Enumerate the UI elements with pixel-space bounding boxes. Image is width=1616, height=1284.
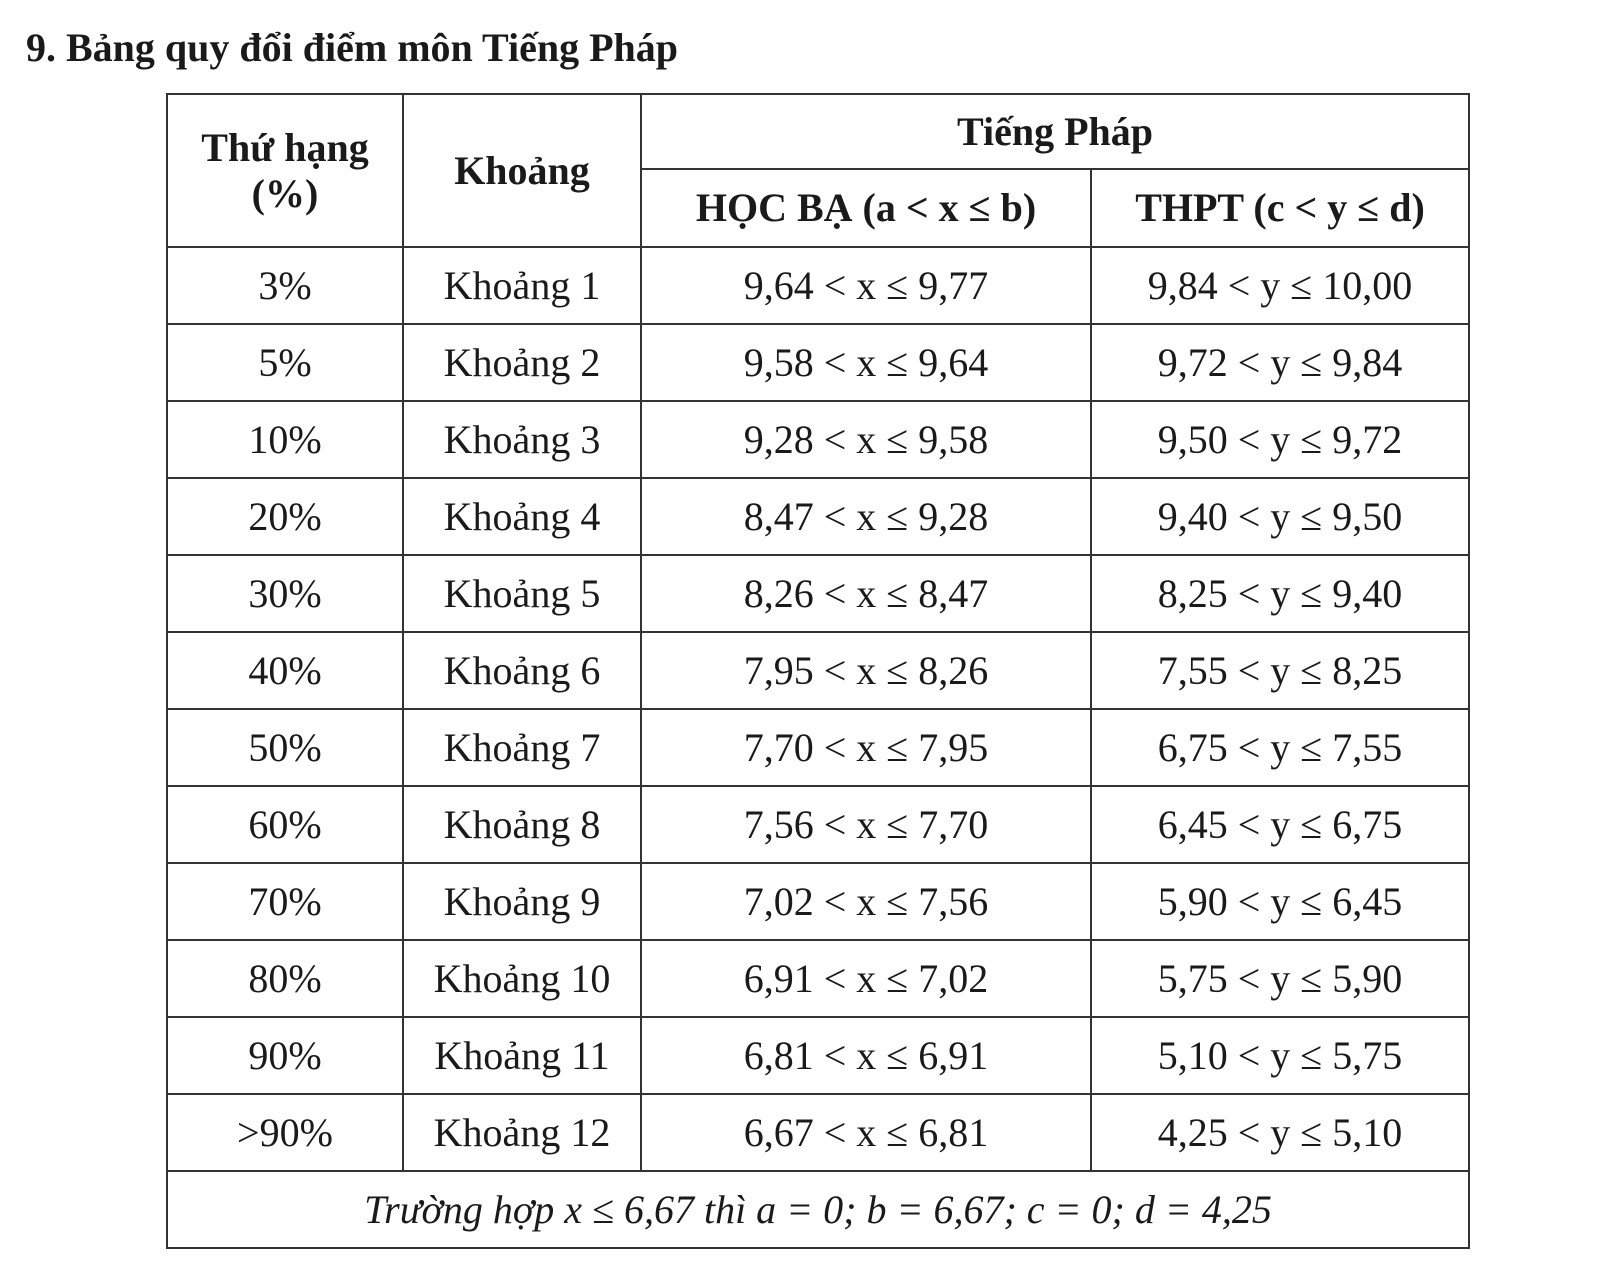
footer-note: Trường hợp x ≤ 6,67 thì a = 0; b = 6,67; c = 0; d = 4,25 [167,1171,1469,1248]
cell-thpt: 9,84 < y ≤ 10,00 [1091,247,1469,324]
cell-thpt: 4,25 < y ≤ 5,10 [1091,1094,1469,1171]
cell-thpt: 5,75 < y ≤ 5,90 [1091,940,1469,1017]
cell-hocba: 6,67 < x ≤ 6,81 [641,1094,1091,1171]
cell-rank: >90% [167,1094,403,1171]
cell-hocba: 9,58 < x ≤ 9,64 [641,324,1091,401]
header-rank [167,94,403,247]
header-hocba: HỌC BẠ (a < x ≤ b) [641,169,1091,247]
table-row [167,324,1469,401]
cell-range: Khoảng 9 [403,863,641,940]
table-row [167,555,1469,632]
page-title: 9. Bảng quy đổi điểm môn Tiếng Pháp [26,25,679,70]
cell-hocba: 8,47 < x ≤ 9,28 [641,478,1091,555]
table-row [167,1094,1469,1171]
table-row [167,940,1469,1017]
table-row [167,1017,1469,1094]
cell-rank: 30% [167,555,403,632]
cell-range: Khoảng 5 [403,555,641,632]
cell-rank: 60% [167,786,403,863]
cell-rank: 40% [167,632,403,709]
cell-thpt: 5,90 < y ≤ 6,45 [1091,863,1469,940]
header-rank-line1: Thứ hạng [201,124,369,170]
header-thpt: THPT (c < y ≤ d) [1091,169,1469,247]
table-header-row [167,94,1469,169]
cell-rank: 70% [167,863,403,940]
cell-hocba: 9,28 < x ≤ 9,58 [641,401,1091,478]
table-footer-row [167,1171,1469,1248]
score-conversion-table [166,93,1470,1249]
cell-hocba: 6,81 < x ≤ 6,91 [641,1017,1091,1094]
cell-rank: 3% [167,247,403,324]
header-range: Khoảng [403,94,641,247]
cell-thpt: 9,72 < y ≤ 9,84 [1091,324,1469,401]
cell-hocba: 7,95 < x ≤ 8,26 [641,632,1091,709]
cell-range: Khoảng 6 [403,632,641,709]
cell-range: Khoảng 10 [403,940,641,1017]
cell-range: Khoảng 7 [403,709,641,786]
cell-rank: 5% [167,324,403,401]
cell-hocba: 9,64 < x ≤ 9,77 [641,247,1091,324]
table-body [167,247,1469,1171]
cell-rank: 20% [167,478,403,555]
table-row [167,478,1469,555]
cell-thpt: 6,75 < y ≤ 7,55 [1091,709,1469,786]
cell-rank: 90% [167,1017,403,1094]
cell-thpt: 7,55 < y ≤ 8,25 [1091,632,1469,709]
table-row [167,786,1469,863]
table-row [167,632,1469,709]
cell-range: Khoảng 1 [403,247,641,324]
cell-rank: 50% [167,709,403,786]
table-row [167,863,1469,940]
cell-range: Khoảng 4 [403,478,641,555]
cell-hocba: 7,02 < x ≤ 7,56 [641,863,1091,940]
table-row [167,247,1469,324]
table-row [167,401,1469,478]
header-rank-line2: (%) [251,170,319,216]
cell-thpt: 9,50 < y ≤ 9,72 [1091,401,1469,478]
cell-rank: 80% [167,940,403,1017]
cell-thpt: 6,45 < y ≤ 6,75 [1091,786,1469,863]
cell-range: Khoảng 11 [403,1017,641,1094]
cell-range: Khoảng 3 [403,401,641,478]
header-subject: Tiếng Pháp [641,94,1469,169]
cell-hocba: 7,56 < x ≤ 7,70 [641,786,1091,863]
cell-thpt: 9,40 < y ≤ 9,50 [1091,478,1469,555]
cell-hocba: 6,91 < x ≤ 7,02 [641,940,1091,1017]
cell-rank: 10% [167,401,403,478]
cell-hocba: 7,70 < x ≤ 7,95 [641,709,1091,786]
cell-range: Khoảng 2 [403,324,641,401]
cell-range: Khoảng 12 [403,1094,641,1171]
cell-range: Khoảng 8 [403,786,641,863]
table-row [167,709,1469,786]
cell-thpt: 8,25 < y ≤ 9,40 [1091,555,1469,632]
cell-hocba: 8,26 < x ≤ 8,47 [641,555,1091,632]
cell-thpt: 5,10 < y ≤ 5,75 [1091,1017,1469,1094]
